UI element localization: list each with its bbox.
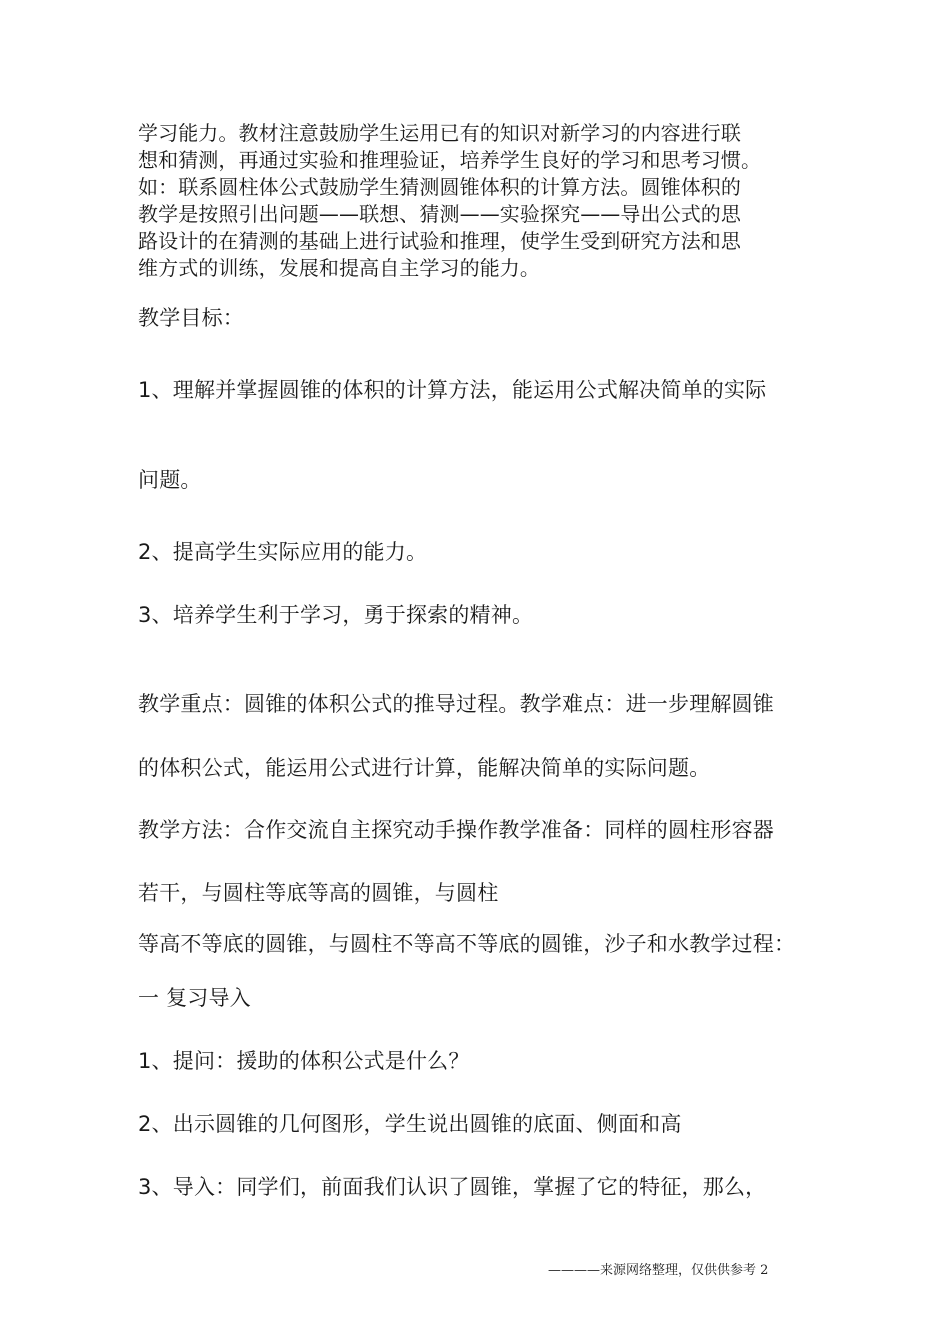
page-footer: ————来源网络整理，仅供供参考 2 (548, 1263, 769, 1278)
objective-1-line-2: 问题。 (138, 468, 202, 492)
intro-line-5: 路设计的在猜测的基础上进行试验和推理，使学生受到研究方法和思 (138, 229, 741, 253)
intro-line-4: 教学是按照引出问题——联想、猜测——实验探究——导出公式的思 (138, 202, 741, 226)
key-points-line-1: 教学重点：圆锥的体积公式的推导过程。教学难点：进一步理解圆锥 (138, 692, 774, 716)
method-line-2: 若干，与圆柱等底等高的圆锥，与圆柱 (138, 881, 499, 905)
review-heading: 一 复习导入 (138, 986, 251, 1010)
intro-line-2: 想和猜测，再通过实验和推理验证，培养学生良好的学习和思考习惯。 (138, 148, 762, 172)
key-points-line-2: 的体积公式，能运用公式进行计算，能解决简单的实际问题。 (138, 756, 711, 780)
objective-3: 3、培养学生利于学习，勇于探索的精神。 (138, 603, 534, 627)
intro-line-6: 维方式的训练，发展和提高自主学习的能力。 (138, 256, 540, 280)
intro-line-1: 学习能力。教材注意鼓励学生运用已有的知识对新学习的内容进行联 (138, 121, 741, 145)
review-item-2: 2、出示圆锥的几何图形，学生说出圆锥的底面、侧面和高 (138, 1112, 682, 1136)
intro-line-3: 如：联系圆柱体公式鼓励学生猜测圆锥体积的计算方法。圆锥体积的 (138, 175, 741, 199)
objectives-heading: 教学目标： (138, 306, 244, 330)
method-line-1: 教学方法：合作交流自主探究动手操作教学准备：同样的圆柱形容器 (138, 818, 774, 842)
objective-1-line-1: 1、理解并掌握圆锥的体积的计算方法，能运用公式解决简单的实际 (138, 378, 767, 402)
method-line-3: 等高不等底的圆锥，与圆柱不等高不等底的圆锥，沙子和水教学过程： (138, 932, 796, 956)
objective-2: 2、提高学生实际应用的能力。 (138, 540, 428, 564)
review-item-3: 3、导入：同学们，前面我们认识了圆锥，掌握了它的特征，那么， (138, 1175, 767, 1199)
review-item-1: 1、提问：援助的体积公式是什么？ (138, 1049, 470, 1073)
